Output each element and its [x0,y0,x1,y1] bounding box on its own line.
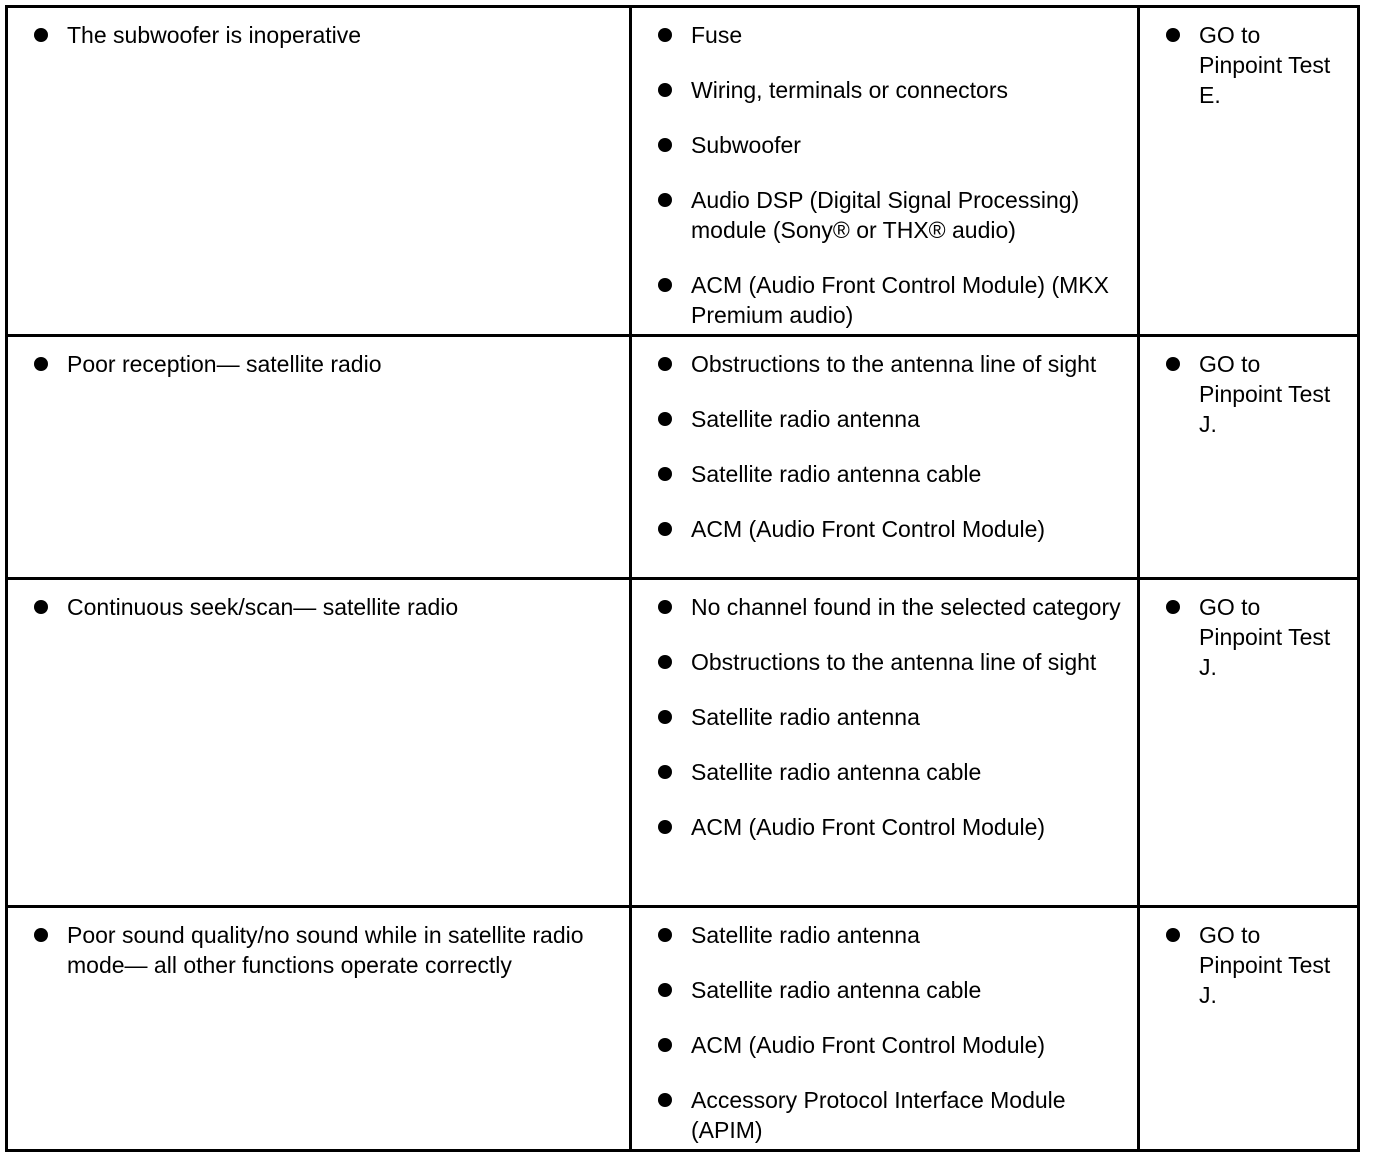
cause-text: Satellite radio antenna [691,922,920,948]
cause-text: Obstructions to the antenna line of sight [691,649,1097,675]
cause-item [644,975,1125,1005]
bullet-icon [1166,600,1180,614]
bullet-icon [658,1093,672,1107]
bullet-icon [658,467,672,481]
bullet-icon [658,655,672,669]
action-text: GO to Pinpoint Test J. [1199,594,1331,680]
cause-text: Wiring, terminals or connectors [691,77,1008,103]
cause-item [644,130,1125,160]
action-item [1152,349,1345,439]
cause-text: Satellite radio antenna cable [691,461,982,487]
cause-item [644,20,1125,50]
bullet-icon [658,983,672,997]
condition-item [20,592,617,622]
table-row [7,7,1359,336]
condition-text: The subwoofer is inoperative [67,22,362,48]
condition-text: Continuous seek/scan— satellite radio [67,594,459,620]
bullet-icon [34,357,48,371]
cause-item [644,185,1125,245]
action-cell [1139,336,1359,579]
condition-item [20,920,617,980]
bullet-icon [34,928,48,942]
action-text: GO to Pinpoint Test J. [1199,351,1331,437]
bullet-icon [1166,357,1180,371]
cause-item [644,1030,1125,1060]
bullet-icon [658,928,672,942]
cause-text: No channel found in the selected category [691,594,1121,620]
bullet-icon [658,138,672,152]
bullet-icon [658,357,672,371]
bullet-icon [34,600,48,614]
possible-sources-cell [631,907,1139,1151]
cause-text: ACM (Audio Front Control Module) (MKX Premium audio) [691,272,1109,328]
bullet-icon [658,28,672,42]
cause-text: Accessory Protocol Interface Module (APIM) [691,1087,1066,1143]
possible-sources-cell [631,336,1139,579]
action-cell [1139,7,1359,336]
action-text: GO to Pinpoint Test E. [1199,22,1331,108]
cause-item [644,459,1125,489]
bullet-icon [658,522,672,536]
bullet-icon [658,278,672,292]
cause-text: Satellite radio antenna [691,406,920,432]
action-item [1152,20,1345,110]
cause-text: Obstructions to the antenna line of sight [691,351,1097,377]
bullet-icon [658,820,672,834]
cause-item [644,270,1125,330]
condition-item [20,20,617,50]
bullet-icon [658,1038,672,1052]
cause-text: ACM (Audio Front Control Module) [691,516,1046,542]
cause-item [644,757,1125,787]
bullet-icon [658,193,672,207]
cause-item [644,349,1125,379]
bullet-icon [658,765,672,779]
cause-item [644,1085,1125,1145]
condition-text: Poor reception— satellite radio [67,351,382,377]
action-cell [1139,907,1359,1151]
possible-sources-cell [631,579,1139,907]
bullet-icon [658,710,672,724]
condition-cell [7,336,631,579]
bullet-icon [1166,28,1180,42]
table-row [7,579,1359,907]
cause-item [644,812,1125,842]
table-row [7,907,1359,1151]
cause-text: Satellite radio antenna cable [691,759,982,785]
action-item [1152,592,1345,682]
action-cell [1139,579,1359,907]
bullet-icon [1166,928,1180,942]
condition-item [20,349,617,379]
cause-item [644,592,1125,622]
condition-cell [7,907,631,1151]
table-row [7,336,1359,579]
cause-item [644,514,1125,544]
cause-item [644,702,1125,732]
possible-sources-cell [631,7,1139,336]
action-text: GO to Pinpoint Test J. [1199,922,1331,1008]
bullet-icon [658,412,672,426]
cause-text: Audio DSP (Digital Signal Processing) module (Sony® or THX® audio) [691,187,1080,243]
action-item [1152,920,1345,1010]
cause-item [644,404,1125,434]
cause-item [644,75,1125,105]
cause-text: ACM (Audio Front Control Module) [691,1032,1046,1058]
condition-cell [7,579,631,907]
bullet-icon [34,28,48,42]
cause-text: Fuse [691,22,743,48]
cause-text: Satellite radio antenna [691,704,920,730]
condition-text: Poor sound quality/no sound while in satellite radio mode— all other functions operate correctly [67,922,584,978]
symptom-chart-table [5,5,1360,1152]
cause-text: ACM (Audio Front Control Module) [691,814,1046,840]
bullet-icon [658,600,672,614]
cause-text: Subwoofer [691,132,801,158]
cause-text: Satellite radio antenna cable [691,977,982,1003]
cause-item [644,920,1125,950]
condition-cell [7,7,631,336]
cause-item [644,647,1125,677]
bullet-icon [658,83,672,97]
